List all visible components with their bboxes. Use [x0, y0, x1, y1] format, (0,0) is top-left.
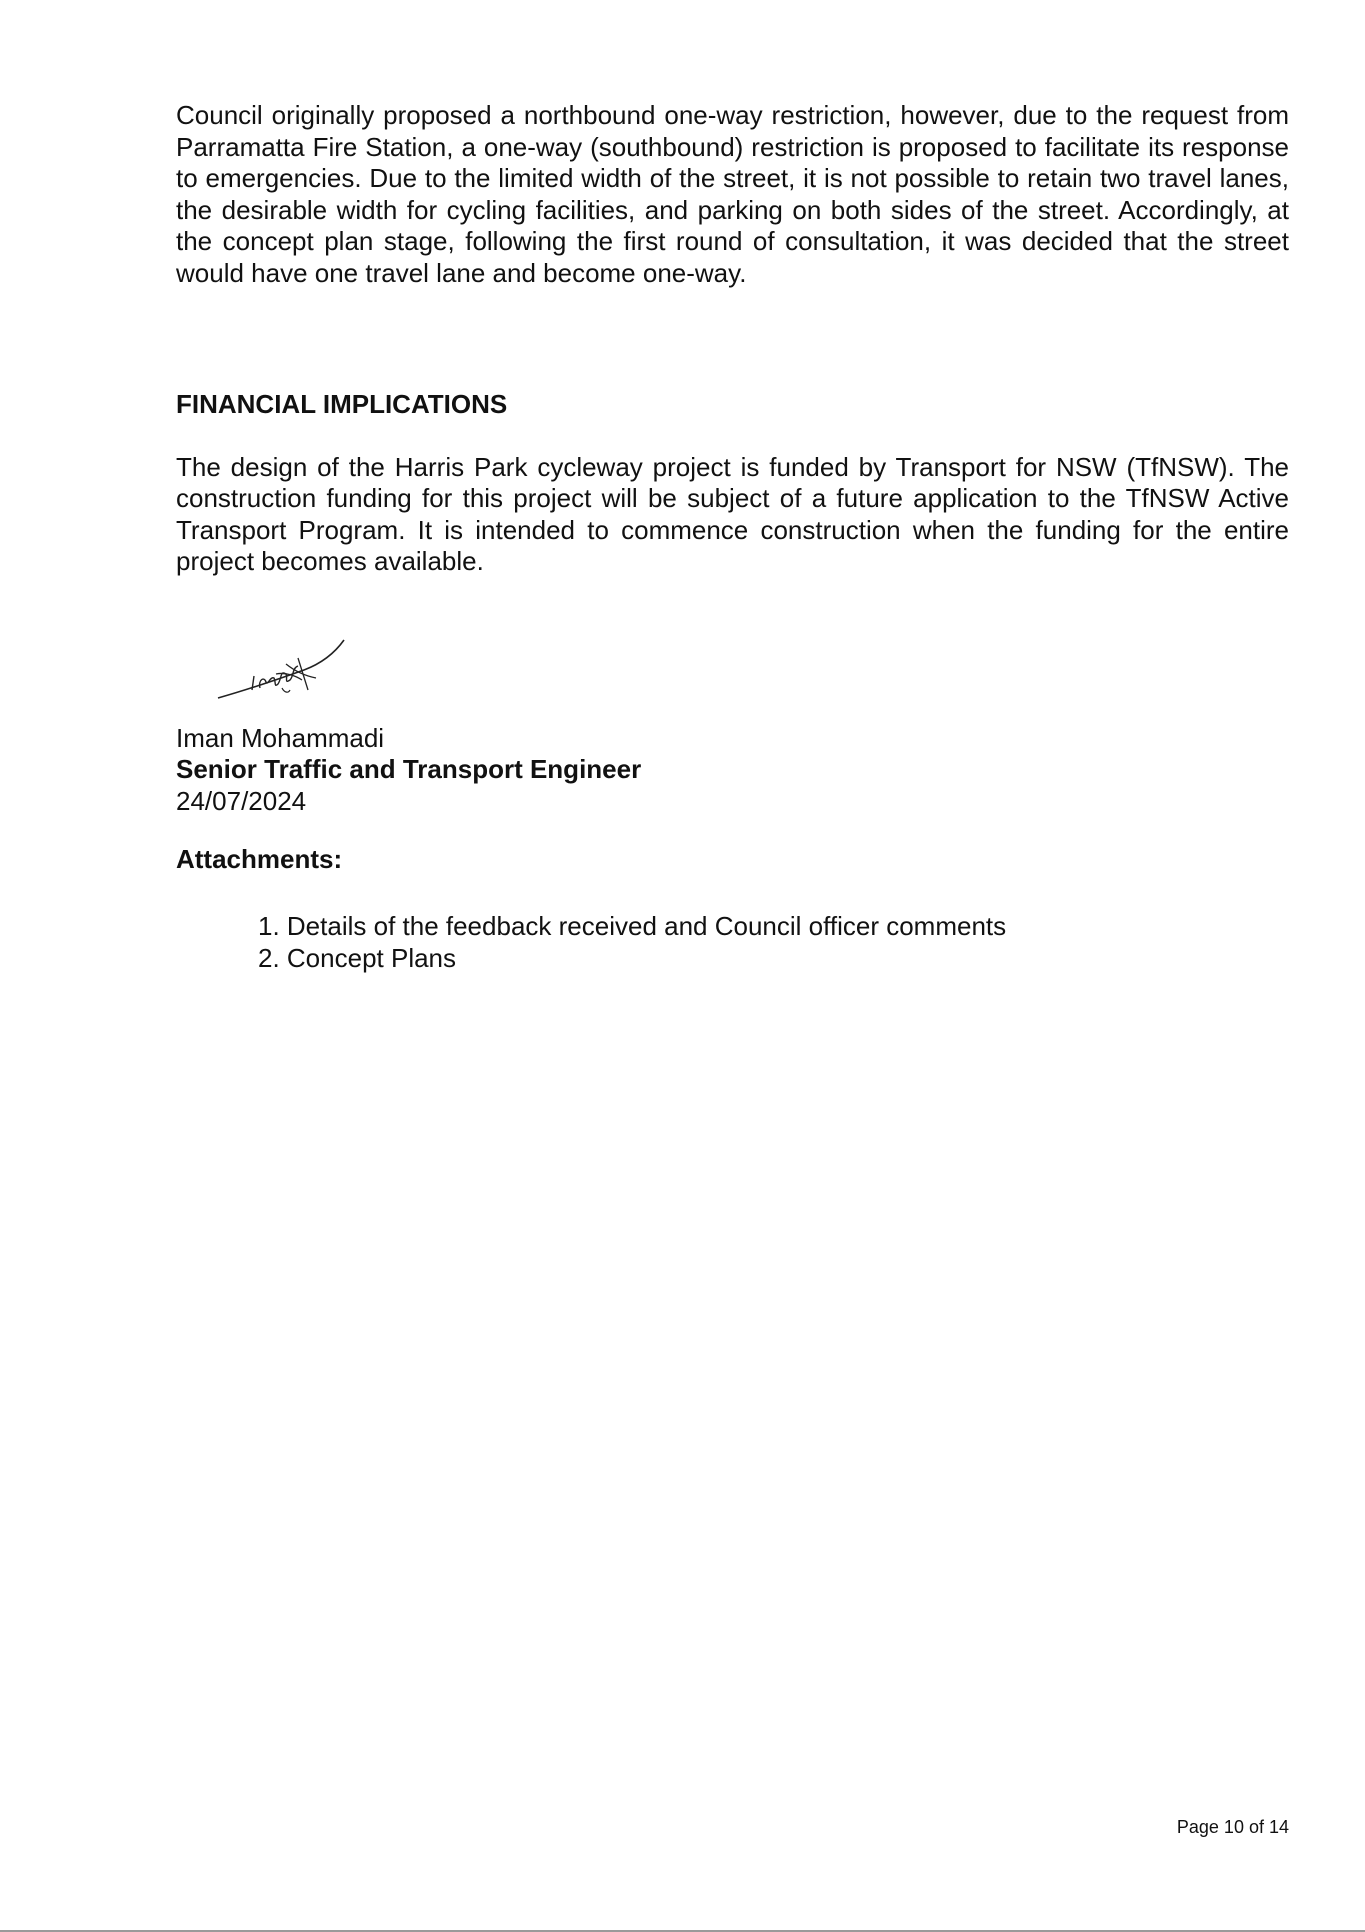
- signatory-title: Senior Traffic and Transport Engineer: [176, 754, 642, 784]
- attachments-list: [258, 910, 1006, 974]
- attachment-item-1: 1. Details of the feedback received and Council officer comments: [258, 911, 1007, 941]
- attachment-item-2: 2. Concept Plans: [258, 943, 457, 973]
- signoff-date: 24/07/2024: [176, 785, 307, 816]
- document-content: [176, 100, 1289, 876]
- financial-implications-heading: FINANCIAL IMPLICATIONS: [176, 389, 508, 419]
- handwritten-signature: [216, 636, 356, 711]
- financial-paragraph: The design of the Harris Park cycleway project is funded by Transport for NSW (TfNSW). The construction funding for this project will be subject of a future application to the TfNSW Active Transport Program. It is intended to commence construction when the funding for the entire project becomes available.: [176, 451, 1289, 576]
- page-number: Page 10 of 14: [1176, 1817, 1289, 1837]
- attachments-heading: Attachments:: [176, 844, 343, 874]
- signatory-name: Iman Mohammadi: [176, 722, 385, 753]
- intro-paragraph: Council originally proposed a northbound one-way restriction, however, due to the request from Parramatta Fire Station, a one-way (southbound) restriction is proposed to facilitate its response to emergencies. Due to the limited width of the street, it is not possible to retain two travel lanes, the desirable width for cycling facilities, and parking on both sides of the street. Accordingly, at the concept plan stage, following the first round of consultation, it was decided that the street would have one travel lane and become one-way.: [176, 100, 1289, 288]
